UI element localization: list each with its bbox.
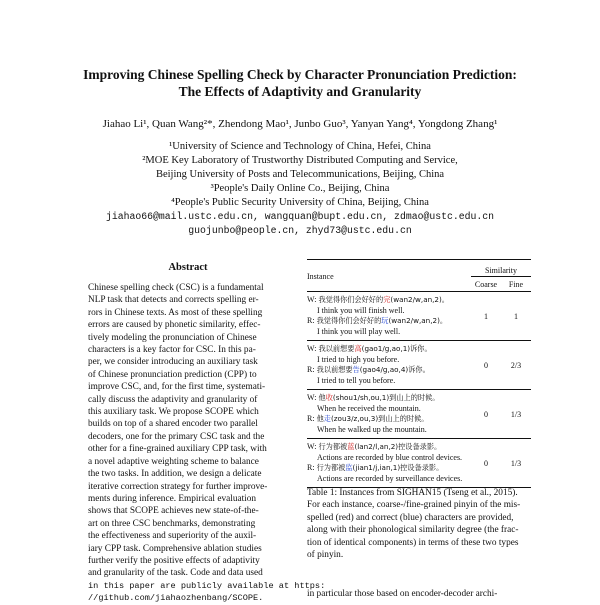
caption-line: of pinyin. bbox=[307, 550, 344, 561]
abstract-line: rors in Chinese texts. As most of these spelling bbox=[88, 307, 263, 318]
table-row bbox=[307, 341, 531, 390]
wrong-pinyin: (shou1/sh,ou,1)到山上的时候。 bbox=[332, 393, 440, 402]
author-list: Jiahao Li¹, Quan Wang²*, Zhendong Mao¹, Junbo Guo³, Yanyan Yang⁴, Yongdong Zhang¹ bbox=[102, 118, 498, 130]
abstract-line: art on three CSC benchmarks, demonstrating bbox=[88, 518, 256, 529]
header-similarity: Similarity bbox=[485, 265, 517, 275]
abstract-line: the two tasks. In addition, we design a delicate bbox=[88, 469, 262, 480]
wrong-translation: When he received the mountain. bbox=[317, 403, 421, 413]
abstract-line: iterative correction strategy for further improve- bbox=[88, 481, 268, 492]
title-line-2: The Effects of Adaptivity and Granularity bbox=[178, 84, 422, 99]
coarse-similarity: 0 bbox=[484, 360, 488, 370]
abstract-line: Chinese spelling check (CSC) is a fundamental bbox=[88, 283, 264, 293]
correct-char: 走 bbox=[323, 414, 331, 423]
abstract-line: shows that SCOPE achieves new state-of-the- bbox=[88, 506, 259, 517]
table-row bbox=[307, 292, 531, 341]
paper-title bbox=[40, 66, 560, 100]
wrong-sentence-zh: 我觉得你们会好好的 bbox=[318, 295, 384, 304]
misspelled-char: 收 bbox=[325, 393, 333, 402]
table-row bbox=[307, 439, 531, 488]
abstract-line: NLP task that detects and corrects spelling er- bbox=[88, 295, 259, 306]
abstract-line: further verify the positive effects of adaptivity bbox=[88, 555, 260, 566]
affiliation-4: ⁴People's Public Security University of China, Beijing, China bbox=[171, 197, 429, 208]
caption-line: spelled (red) and correct (blue) characters are provided, bbox=[307, 512, 514, 523]
caption-line: tion of identical components) in terms of these two types bbox=[307, 537, 519, 548]
header-coarse: Coarse bbox=[471, 277, 501, 292]
correct-translation: Actions are recorded by surveillance devices. bbox=[317, 473, 463, 483]
correct-translation: I think you will play well. bbox=[317, 326, 401, 336]
wrong-sentence-zh: 他 bbox=[318, 393, 326, 402]
table-row bbox=[307, 390, 531, 439]
abstract-line: per, we consider introducing an auxiliary task bbox=[88, 357, 258, 368]
abstract-line: this auxiliary task. We propose SCOPE which bbox=[88, 407, 259, 418]
title-line-1: Improving Chinese Spelling Check by Character Pronunciation Prediction: bbox=[83, 67, 517, 82]
instances-table bbox=[307, 259, 531, 488]
abstract-line: in this paper are publicly available at https: bbox=[88, 580, 326, 591]
correct-label: R: bbox=[307, 365, 315, 374]
abstract-line: and granularity of the task. Code and data used bbox=[88, 568, 263, 579]
header-instance: Instance bbox=[307, 272, 334, 282]
wrong-translation: I tried to high you before. bbox=[317, 354, 400, 364]
abstract-line: the effectiveness and superiority of the auxil- bbox=[88, 531, 257, 542]
abstract-line: cally discuss the adaptivity and granularity of bbox=[88, 394, 258, 405]
caption-line: For each instance, coarse-/fine-grained pinyin of the mis- bbox=[307, 500, 521, 511]
abstract-line: ments during inference. Empirical evaluation bbox=[88, 493, 257, 504]
coarse-similarity: 0 bbox=[484, 409, 488, 419]
abstract-line: characters is a key factor for CSC. In this pa- bbox=[88, 345, 256, 356]
emails-line-2: guojunbo@people.cn, zhyd73@ustc.edu.cn bbox=[188, 225, 412, 236]
affiliation-2-cont: Beijing University of Posts and Telecommunications, Beijing, China bbox=[155, 169, 445, 180]
correct-translation: When he walked up the mountain. bbox=[317, 424, 427, 434]
abstract-line: a novel adaptive weighting scheme to balance bbox=[88, 456, 259, 467]
fine-similarity: 1/3 bbox=[510, 409, 522, 419]
body-text-tail: in particular those based on encoder-decoder archi- bbox=[307, 589, 498, 599]
misspelled-char: 蓝 bbox=[347, 442, 355, 451]
correct-char: 告 bbox=[352, 365, 360, 374]
abstract-line: of Chinese pronunciation prediction (CPP) to bbox=[88, 369, 257, 380]
correct-char: 监 bbox=[345, 463, 353, 472]
abstract-line: errors are caused by phonetic similarity, effec- bbox=[88, 320, 261, 331]
correct-char: 玩 bbox=[381, 316, 389, 325]
wrong-translation: Actions are recorded by blue control devices. bbox=[317, 452, 463, 462]
correct-pinyin: (jian1/j,ian,1)控设备录影。 bbox=[352, 463, 444, 472]
coarse-similarity: 0 bbox=[484, 458, 488, 468]
correct-sentence-zh: 他 bbox=[316, 414, 324, 423]
correct-sentence-zh: 我以前想要 bbox=[316, 365, 353, 374]
coarse-similarity: 1 bbox=[484, 311, 488, 321]
correct-pinyin: (zou3/z,ou,3)到山上的时候。 bbox=[330, 414, 429, 423]
correct-label: R: bbox=[307, 316, 315, 325]
wrong-translation: I think you will finish well. bbox=[317, 305, 405, 315]
caption-line: along with their phonological similarity degree (the frac- bbox=[307, 525, 519, 536]
correct-sentence-zh: 我觉得你们会好好的 bbox=[316, 316, 382, 325]
correct-label: R: bbox=[307, 463, 315, 472]
correct-pinyin: (wan2/w,an,2)。 bbox=[388, 316, 448, 325]
wrong-pinyin: (gao1/g,ao,1)诉你。 bbox=[361, 344, 432, 353]
abstract-line: iary CPP task. Comprehensive ablation studies bbox=[88, 543, 262, 554]
affiliations bbox=[40, 140, 560, 210]
emails-line-1: jiahao66@mail.ustc.edu.cn, wangquan@bupt.edu.cn, zdmao@ustc.edu.cn bbox=[105, 211, 495, 222]
abstract-line: other for a fine-grained auxiliary CPP task, with bbox=[88, 444, 267, 455]
correct-translation: I tried to tell you before. bbox=[317, 375, 396, 385]
caption-line: Table 1: Instances from SIGHAN15 (Tseng et al., 2015). bbox=[307, 488, 518, 498]
misspelled-char: 高 bbox=[354, 344, 362, 353]
wrong-label: W: bbox=[307, 344, 317, 353]
correct-sentence-zh: 行为都被 bbox=[316, 463, 346, 472]
wrong-pinyin: (wan2/w,an,2)。 bbox=[390, 295, 449, 304]
affiliation-2: ²MOE Key Laboratory of Trustworthy Distributed Computing and Service, bbox=[142, 155, 458, 166]
wrong-label: W: bbox=[307, 393, 317, 402]
affiliation-3: ³People's Daily Online Co., Beijing, China bbox=[210, 183, 390, 194]
table-caption bbox=[307, 487, 531, 561]
affiliation-1: ¹University of Science and Technology of China, Hefei, China bbox=[169, 141, 431, 152]
abstract-line: improve CSC, and, for the first time, systemati- bbox=[88, 382, 266, 393]
correct-label: R: bbox=[307, 414, 315, 423]
fine-similarity: 1 bbox=[514, 311, 518, 321]
wrong-sentence-zh: 行为都被 bbox=[318, 442, 348, 451]
correct-pinyin: (gao4/g,ao,4)诉你。 bbox=[359, 365, 430, 374]
author-emails bbox=[40, 210, 560, 238]
wrong-label: W: bbox=[307, 442, 317, 451]
abstract-line: tively modeling the pronunciation of Chinese bbox=[88, 332, 257, 343]
header-fine: Fine bbox=[501, 277, 531, 292]
fine-similarity: 1/3 bbox=[510, 458, 522, 468]
abstract-line: decoders, one for the primary CSC task and the bbox=[88, 431, 265, 442]
fine-similarity: 2/3 bbox=[510, 360, 522, 370]
wrong-sentence-zh: 我以前想要 bbox=[318, 344, 355, 353]
wrong-pinyin: (lan2/l,an,2)控设备录影。 bbox=[354, 442, 442, 451]
wrong-label: W: bbox=[307, 295, 317, 304]
abstract-heading: Abstract bbox=[168, 262, 208, 273]
abstract-line: builds on top of a shared encoder two parallel bbox=[88, 419, 258, 430]
abstract-line: //github.com/jiahaozhenbang/SCOPE. bbox=[88, 593, 264, 604]
misspelled-char: 完 bbox=[383, 295, 391, 304]
